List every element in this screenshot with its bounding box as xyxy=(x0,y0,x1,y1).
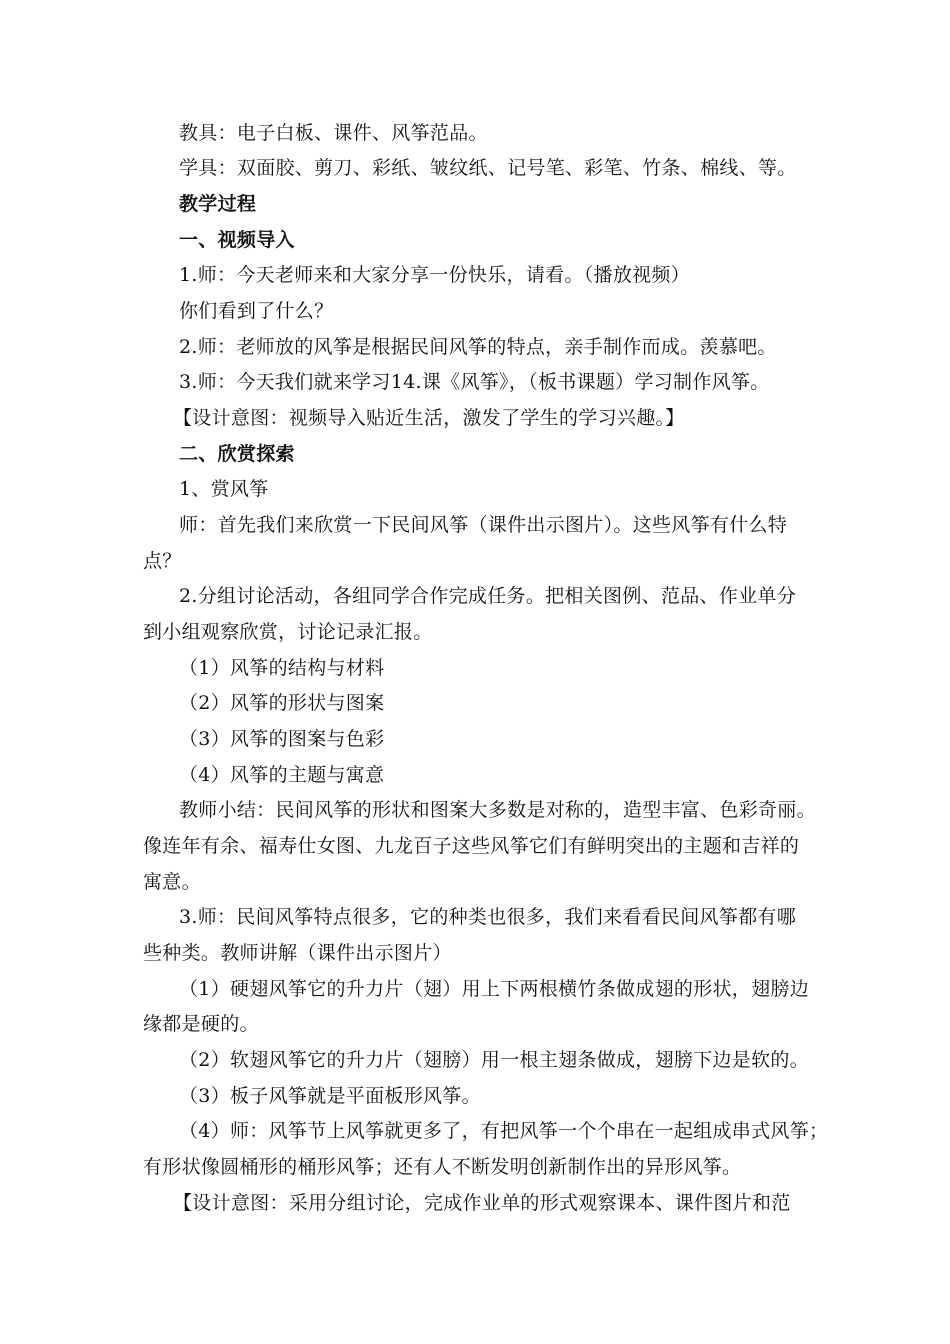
list-item: （3）风筝的图案与色彩 xyxy=(179,728,385,750)
section-heading-video-intro: 一、视频导入 xyxy=(179,229,295,251)
paragraph-line: 有形状像圆桶形的桶形风筝；还有人不断发明创新制作出的异形风筝。 xyxy=(143,1156,742,1178)
list-item: （4）风筝的主题与寓意 xyxy=(179,764,385,786)
list-item: （3）板子风筝就是平面板形风筝。 xyxy=(179,1085,481,1107)
paragraph-line: 教师小结：民间风筝的形状和图案大多数是对称的，造型丰富、色彩奇丽。 xyxy=(179,799,816,821)
paragraph-line: 你们看到了什么？ xyxy=(179,300,334,322)
paragraph-line: 3.师：民间风筝特点很多，它的种类也很多，我们来看看民间风筝都有哪 xyxy=(179,906,797,928)
paragraph-line: 些种类。教师讲解（课件出示图片） xyxy=(143,942,452,964)
section-heading-appreciation: 二、欣赏探索 xyxy=(179,443,295,465)
paragraph-line: 1.师：今天老师来和大家分享一份快乐，请看。（播放视频） xyxy=(179,264,691,286)
paragraph-line: 缘都是硬的。 xyxy=(143,1013,259,1035)
paragraph-line: 点？ xyxy=(143,550,182,572)
paragraph-line: 到小组观察欣赏，讨论记录汇报。 xyxy=(143,621,433,643)
paragraph-line: 师：首先我们来欣赏一下民间风筝（课件出示图片）。这些风筝有什么特 xyxy=(179,514,788,536)
student-tools-line: 学具：双面胶、剪刀、彩纸、皱纹纸、记号笔、彩笔、竹条、棉线、等。 xyxy=(179,157,797,179)
section-heading-teaching-process: 教学过程 xyxy=(179,193,257,215)
list-item: （4）师：风筝节上风筝就更多了，有把风筝一个个串在一起组成串式风筝； xyxy=(179,1120,829,1142)
subheading-line: 1、赏风筝 xyxy=(179,478,269,500)
list-item: （2）软翅风筝它的升力片（翅膀）用一根主翅条做成，翅膀下边是软的。 xyxy=(179,1049,809,1071)
list-item: （1）风筝的结构与材料 xyxy=(179,657,385,679)
paragraph-line: 寓意。 xyxy=(143,871,201,893)
design-intent-note: 【设计意图：采用分组讨论，完成作业单的形式观察课本、课件图片和范 xyxy=(173,1192,791,1214)
list-item: （2）风筝的形状与图案 xyxy=(179,692,385,714)
paragraph-line: 2.分组讨论活动，各组同学合作完成任务。把相关图例、范品、作业单分 xyxy=(179,585,797,607)
list-item: （1）硬翅风筝它的升力片（翅）用上下两根横竹条做成翅的形状，翅膀边 xyxy=(179,978,809,1000)
teaching-tools-line: 教具：电子白板、课件、风筝范品。 xyxy=(179,122,488,144)
design-intent-note: 【设计意图：视频导入贴近生活，激发了学生的学习兴趣。】 xyxy=(173,407,685,429)
paragraph-line: 像连年有余、福寿仕女图、九龙百子这些风筝它们有鲜明突出的主题和吉祥的 xyxy=(143,835,800,857)
paragraph-line: 3.师：今天我们就来学习14.课《风筝》，（板书课题）学习制作风筝。 xyxy=(179,371,770,393)
paragraph-line: 2.师：老师放的风筝是根据民间风筝的特点，亲手制作而成。羡慕吧。 xyxy=(179,336,777,358)
